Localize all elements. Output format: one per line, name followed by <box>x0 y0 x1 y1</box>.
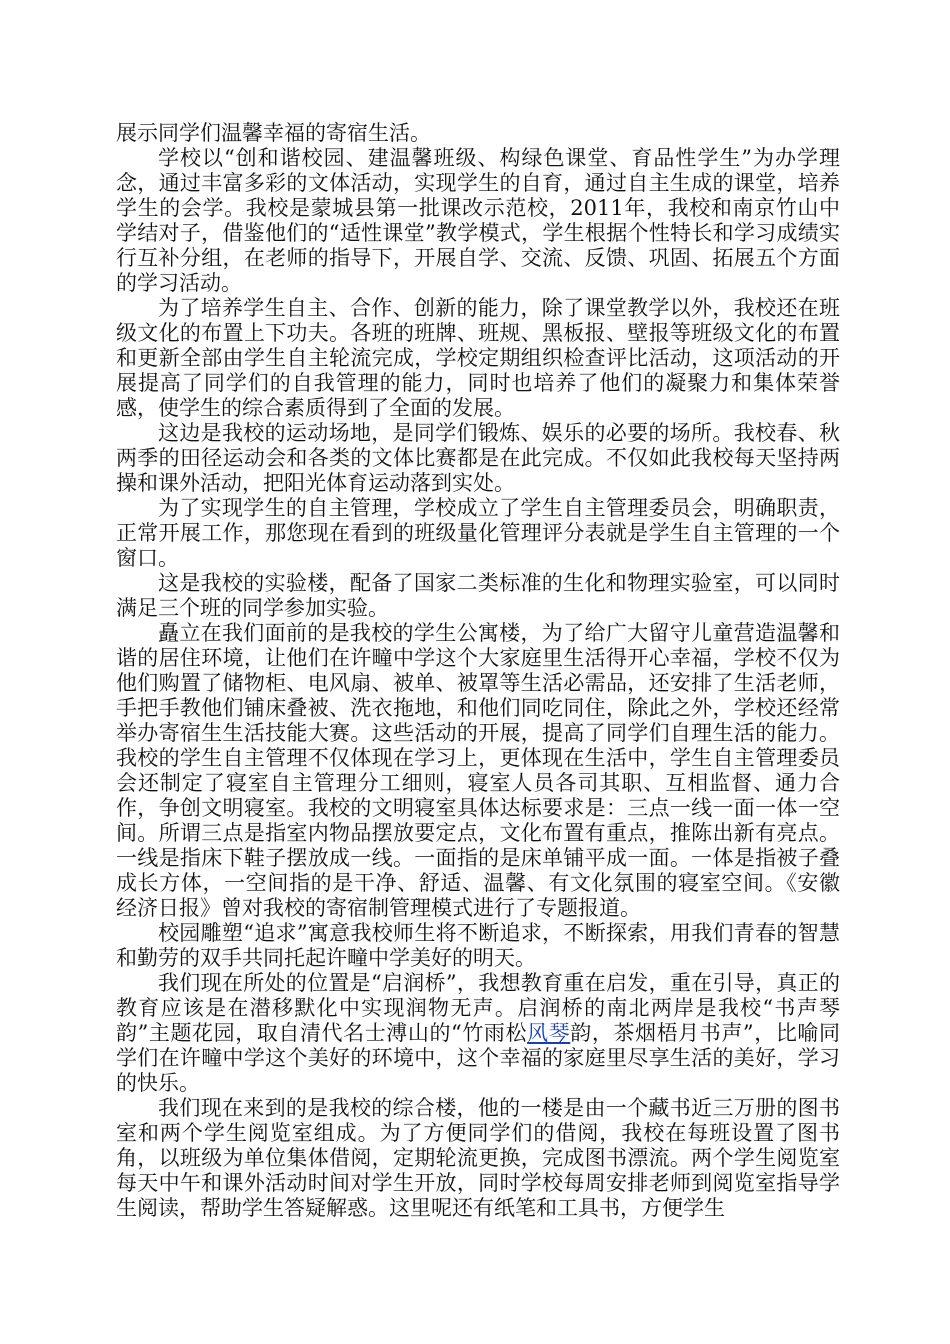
paragraph-9 <box>116 971 840 1096</box>
paragraph-9-text-after-link: 韵，茶烟梧月书声”，比喻同学们在许疃中学这个美好的环境中，这个幸福的家庭里尽享生活的美好，学习的快乐。 <box>116 1021 840 1095</box>
paragraph-6: 这是我校的实验楼，配备了国家二类标准的生化和物理实验室，可以同时满足三个班的同学参加实验。 <box>116 571 840 620</box>
paragraph-1: 展示同学们温馨幸福的寄宿生活。 <box>116 121 431 145</box>
paragraph-10: 我们现在来到的是我校的综合楼，他的一楼是由一个藏书近三万册的图书室和两个学生阅览室组成。为了方便同学们的借阅，我校在每班设置了图书角，以班级为单位集体借阅，定期轮流更换，完成图书漂流。两个学生阅览室每天中午和课外活动时间对学生开放，同时学校每周安排老师到阅览室指导学生阅读，帮助学生答疑解惑。这里呢还有纸笔和工具书，方便学生 <box>116 1096 840 1220</box>
paragraph-8: 校园雕塑“追求”寓意我校师生将不断追求，不断探索，用我们青春的智慧和勤劳的双手共同托起许疃中学美好的明天。 <box>116 921 840 970</box>
paragraph-3: 为了培养学生自主、合作、创新的能力，除了课堂教学以外，我校还在班级文化的布置上下功夫。各班的班牌、班规、黑板报、壁报等班级文化的布置和更新全部由学生自主轮流完成，学校定期组织检查评比活动，这项活动的开展提高了同学们的自我管理的能力，同时也培养了他们的凝聚力和集体荣誉感，使学生的综合素质得到了全面的发展。 <box>116 296 840 420</box>
paragraph-4: 这边是我校的运动场地，是同学们锻炼、娱乐的必要的场所。我校春、秋两季的田径运动会和各类的文体比赛都是在此完成。不仅如此我校每天坚持两操和课外活动，把阳光体育运动落到实处。 <box>116 421 840 495</box>
paragraph-2: 学校以“创和谐校园、建温馨班级、构绿色课堂、育品性学生”为办学理念，通过丰富多彩的文体活动，实现学生的自育，通过自主生成的课堂，培养学生的会学。我校是蒙城县第一批课改示范校，2011年，我校和南京竹山中学结对子，借鉴他们的“适性课堂”教学模式，学生根据个性特长和学习成绩实行互补分组，在老师的指导下，开展自学、交流、反馈、巩固、拓展五个方面的学习活动。 <box>116 146 840 295</box>
fengqin-link[interactable]: 风琴 <box>527 1021 571 1045</box>
paragraph-7: 矗立在我们面前的是我校的学生公寓楼，为了给广大留守儿童营造温馨和谐的居住环境，让他们在许疃中学这个大家庭里生活得开心幸福，学校不仅为他们购置了储物柜、电风扇、被单、被罩等生活必需品，还安排了生活老师，手把手教他们铺床叠被、洗衣拖地，和他们同吃同住，除此之外，学校还经常举办寄宿生生活技能大赛。这些活动的开展，提高了同学们自理生活的能力。我校的学生自主管理不仅体现在学习上，更体现在生活中，学生自主管理委员会还制定了寝室自主管理分工细则，寝室人员各司其职、互相监督、通力合作，争创文明寝室。我校的文明寝室具体达标要求是：三点一线一面一体一空间。所谓三点是指室内物品摆放要定点，文化布置有重点，推陈出新有亮点。一线是指床下鞋子摆放成一线。一面指的是床单铺平成一面。一体是指被子叠成长方体，一空间指的是干净、舒适、温馨、有文化氛围的寝室空间。《安徽经济日报》曾对我校的寄宿制管理模式进行了专题报道。 <box>116 621 840 920</box>
paragraph-9-text-before-link: 我们现在所处的位置是“启润桥”，我想教育重在启发，重在引导，真正的教育应该是在潜移默化中实现润物无声。启润桥的南北两岸是我校“书声琴韵”主题花园，取自清代名士溥山的“竹雨松 <box>116 971 840 1045</box>
paragraph-5: 为了实现学生的自主管理，学校成立了学生自主管理委员会，明确职责，正常开展工作，那您现在看到的班级量化管理评分表就是学生自主管理的一个窗口。 <box>116 496 840 570</box>
document-body <box>116 121 840 1221</box>
